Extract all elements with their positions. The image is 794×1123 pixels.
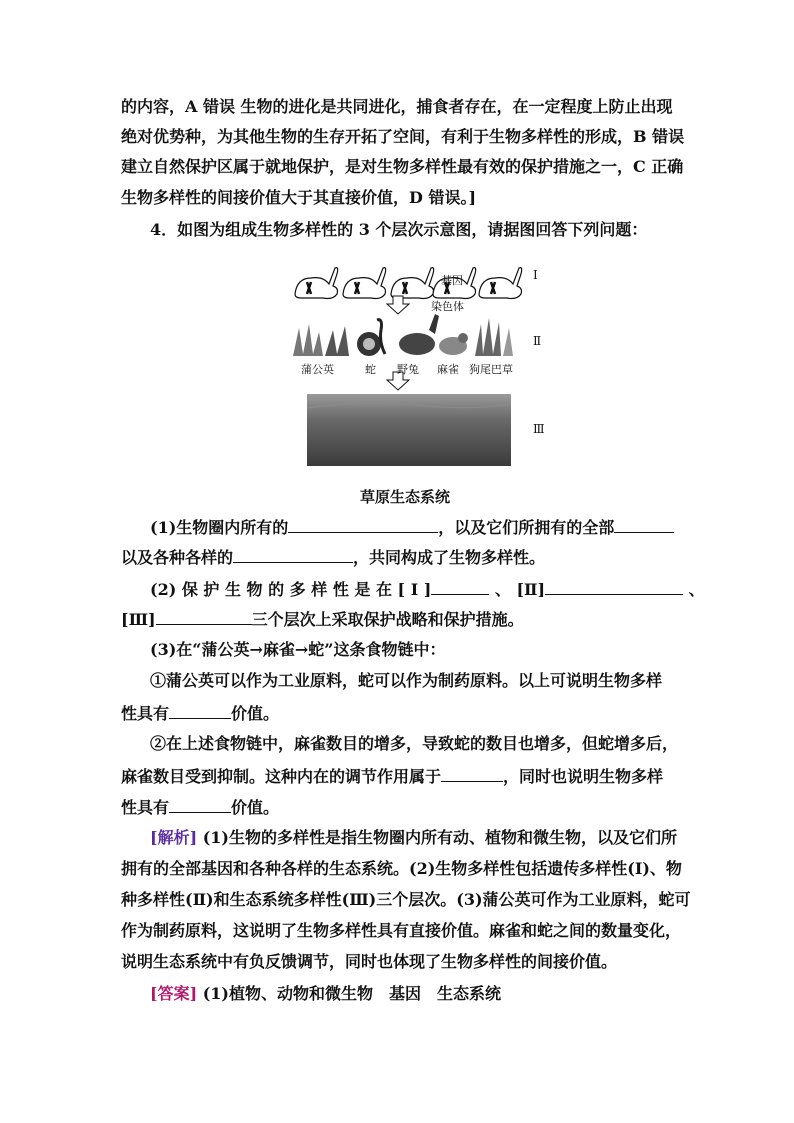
answer-blank[interactable] <box>233 546 353 563</box>
answer-blank[interactable] <box>545 578 683 595</box>
answer-line <box>150 984 501 1004</box>
q3-sub1-line-1: ①蒲公英可以作为工业原料，蛇可以作为制药原料。以上可说明生物多样 <box>150 671 663 690</box>
gene-label: 基因 <box>441 274 463 287</box>
q2-text-a: (2) 保 护 生 物 的 多 样 性 是 在 [ Ⅰ ] <box>150 580 432 599</box>
answer-blank[interactable] <box>431 578 489 595</box>
q3-sub2-text-c: ，同时也说明生物多样 <box>503 767 664 786</box>
level-1-label: Ⅰ <box>533 268 538 282</box>
q3-sub2-line-2 <box>121 765 663 787</box>
q2-text-e: 三个层次上采取保护战略和保护措施。 <box>251 610 524 629</box>
down-arrow-icon <box>387 296 409 314</box>
level-2-label: Ⅱ <box>533 334 542 348</box>
answer-blank[interactable] <box>156 608 252 625</box>
analysis-line-5: 说明生态系统中有负反馈调节，同时也体现了生物多样性的间接价值。 <box>121 952 618 971</box>
analysis-tag: [解析] <box>150 828 198 847</box>
rabbit-icons <box>295 268 522 299</box>
answer-blank[interactable] <box>169 796 231 813</box>
answer-blank[interactable] <box>169 702 231 719</box>
q3-sub1-line-2 <box>121 702 279 724</box>
q3-sub2-line-3 <box>121 796 279 818</box>
analysis-line-4: 作为制药原料，这说明了生物多样性具有直接价值。麻雀和蛇之间的数量变化， <box>121 921 682 940</box>
analysis-line-2: 拥有的全部基因和各种各样的生态系统。(2)生物多样性包括遗传多样性(Ⅰ)、物 <box>121 859 682 878</box>
organism-label-snake: 蛇 <box>365 363 376 376</box>
q2-line-2 <box>121 608 524 630</box>
figure-caption: 草原生态系统 <box>360 488 451 506</box>
q3-sub2-line-1: ②在上述食物链中，麻雀数目的增多，导致蛇的数目也增多，但蛇增多后， <box>150 734 679 753</box>
analysis-line-1 <box>150 828 677 848</box>
paragraph-line-1: 的内容，A 错误 生物的进化是共同进化，捕食者存在，在一定程度上防止出现 <box>121 97 673 116</box>
q2-text-d: [Ⅲ] <box>121 610 156 629</box>
q1-line-2 <box>121 546 545 568</box>
organism-label-sparrow: 麻雀 <box>437 363 459 376</box>
organism-label-hare: 野兔 <box>397 363 419 376</box>
answer-blank[interactable] <box>614 516 674 533</box>
organism-label-dandelion: 蒲公英 <box>301 363 334 376</box>
q3-stem: (3)在“蒲公英→麻雀→蛇”这条食物链中： <box>150 640 446 659</box>
paragraph-line-4: 生物多样性的间接价值大于其直接价值，D 错误。] <box>121 188 477 207</box>
biodiversity-figure <box>285 258 555 468</box>
paragraph-line-2: 绝对优势种，为其他生物的生存开拓了空间，有利于生物多样性的形成，B 错误 <box>121 127 685 146</box>
q1-line-1 <box>150 516 674 538</box>
q1-text-c: 以及各种各样的 <box>121 548 234 567</box>
answer-tag: [答案] <box>150 984 198 1003</box>
answer-blank[interactable] <box>288 516 438 533</box>
q3-sub2-text-d: 性具有 <box>121 798 170 817</box>
organism-label-foxtail: 狗尾巴草 <box>469 363 513 376</box>
q1-text-a: (1)生物圈内所有的 <box>150 518 289 537</box>
organisms-collage <box>293 314 513 356</box>
q3-sub2-text-b: 麻雀数目受到抑制。这种内在的调节作用属于 <box>121 767 442 786</box>
analysis-line-3: 种多样性(Ⅱ)和生态系统多样性(Ⅲ)三个层次。(3)蒲公英可作为工业原料，蛇可 <box>121 890 691 909</box>
analysis-text-1: (1)生物的多样性是指生物圈内所有动、植物和微生物，以及它们所 <box>197 828 678 847</box>
answer-blank[interactable] <box>441 765 503 782</box>
q2-text-b: 、 [Ⅱ] <box>489 580 546 599</box>
q3-sub2-text-e: 价值。 <box>231 798 280 817</box>
q2-text-c: 、 <box>683 580 705 599</box>
question-stem: 4．如图为组成生物多样性的 3 个层次示意图，请据图回答下列问题： <box>150 220 648 239</box>
q3-sub1-text-b: 性具有 <box>121 704 170 723</box>
answer-text: (1)植物、动物和微生物 基因 生态系统 <box>197 984 502 1003</box>
q2-line-1 <box>150 578 705 600</box>
q1-text-b: ，以及它们所拥有的全部 <box>438 518 615 537</box>
level-3-label: Ⅲ <box>533 422 545 436</box>
q1-text-d: ，共同构成了生物多样性。 <box>353 548 546 567</box>
paragraph-line-3: 建立自然保护区属于就地保护，是对生物多样性最有效的保护措施之一，C 正确 <box>121 157 684 176</box>
chromosome-label: 染色体 <box>431 300 464 313</box>
q3-sub1-text-c: 价值。 <box>231 704 280 723</box>
